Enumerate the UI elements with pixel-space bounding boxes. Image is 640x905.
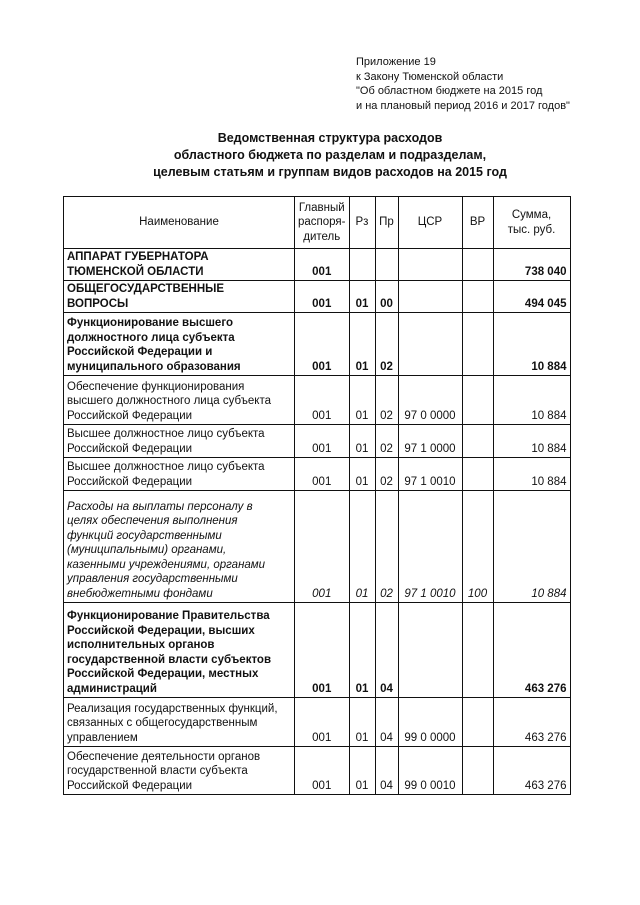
cell-sum: 463 276 — [493, 698, 570, 747]
cell-name-line: государственной власти субъекта — [67, 765, 248, 777]
cell-rz: 01 — [349, 425, 375, 458]
appendix-line: "Об областном бюджете на 2015 год — [356, 85, 543, 97]
cell-pr: 02 — [375, 425, 398, 458]
cell-vr — [462, 698, 493, 747]
cell-vr — [462, 376, 493, 425]
table-row — [64, 698, 571, 747]
cell-csr: 97 1 0010 — [398, 491, 462, 603]
cell-name — [64, 747, 295, 795]
table-row — [64, 281, 571, 313]
cell-name-line: Российской Федерации и — [67, 346, 213, 358]
cell-name-line: Российской Федерации, местных — [67, 668, 259, 680]
cell-sum: 10 884 — [493, 376, 570, 425]
cell-name-line: муниципального образования — [67, 360, 241, 373]
cell-pr: 02 — [375, 313, 398, 376]
header-pr: Пр — [375, 197, 398, 249]
header-admin-line: дитель — [303, 230, 341, 243]
cell-pr: 04 — [375, 698, 398, 747]
cell-vr — [462, 458, 493, 491]
cell-name-line: Функционирование Правительства — [67, 610, 270, 622]
cell-sum: 463 276 — [493, 603, 570, 698]
cell-csr — [398, 281, 462, 313]
cell-name-line: (муниципальными) органами, — [67, 544, 227, 556]
cell-admin: 001 — [295, 458, 350, 491]
cell-name-line: ТЮМЕНСКОЙ ОБЛАСТИ — [67, 265, 204, 278]
cell-pr: 02 — [375, 458, 398, 491]
table-row — [64, 249, 571, 281]
cell-pr: 04 — [375, 747, 398, 795]
cell-admin: 001 — [295, 698, 350, 747]
cell-name — [64, 698, 295, 747]
cell-name-line: Высшее должностное лицо субъекта — [67, 461, 265, 473]
cell-admin: 001 — [295, 425, 350, 458]
appendix-line: Приложение 19 — [356, 56, 436, 68]
cell-name-line: связанных с общегосударственным — [67, 717, 258, 729]
table-row — [64, 747, 571, 795]
header-sum-line: Сумма, — [511, 209, 552, 221]
header-admin-line: Главный — [298, 201, 345, 214]
header-vr: ВР — [462, 197, 493, 249]
cell-name-line: исполнительных органов — [67, 639, 215, 651]
cell-rz: 01 — [349, 603, 375, 698]
cell-vr — [462, 281, 493, 313]
cell-name-line: должностного лица субъекта — [67, 331, 235, 344]
cell-name-line: Российской Федерации — [67, 409, 193, 422]
cell-name-line: Высшее должностное лицо субъекта — [67, 428, 265, 440]
cell-admin: 001 — [295, 603, 350, 698]
cell-name-line: управления государственными — [67, 573, 238, 585]
table-row — [64, 313, 571, 376]
cell-pr: 02 — [375, 376, 398, 425]
table-row — [64, 425, 571, 458]
budget-table — [63, 196, 571, 795]
cell-admin: 001 — [295, 281, 350, 313]
cell-csr: 99 0 0000 — [398, 698, 462, 747]
cell-name-line: ОБЩЕГОСУДАРСТВЕННЫЕ — [67, 283, 225, 295]
cell-pr: 04 — [375, 603, 398, 698]
cell-rz: 01 — [349, 281, 375, 313]
cell-rz — [349, 249, 375, 281]
cell-name-line: Обеспечение функционирования — [67, 380, 245, 393]
cell-name — [64, 458, 295, 491]
cell-vr — [462, 249, 493, 281]
cell-admin: 001 — [295, 747, 350, 795]
table-row — [64, 376, 571, 425]
cell-csr: 99 0 0010 — [398, 747, 462, 795]
cell-name — [64, 491, 295, 603]
header-sum — [493, 197, 570, 249]
appendix-line: к Закону Тюменской области — [356, 70, 504, 83]
table-body — [64, 249, 571, 795]
cell-csr — [398, 313, 462, 376]
cell-csr: 97 0 0000 — [398, 376, 462, 425]
cell-pr — [375, 249, 398, 281]
cell-admin: 001 — [295, 249, 350, 281]
header-rz: Рз — [349, 197, 375, 249]
cell-name-line: АППАРАТ ГУБЕРНАТОРА — [67, 251, 209, 263]
cell-pr: 00 — [375, 281, 398, 313]
cell-name-line: Функционирование высшего — [67, 317, 233, 329]
title-line: целевым статьям и группам видов расходов на 2015 год — [153, 165, 507, 179]
table-row — [64, 458, 571, 491]
table-row — [64, 603, 571, 698]
cell-csr — [398, 603, 462, 698]
cell-vr: 100 — [462, 491, 493, 603]
cell-name-line: внебюджетными фондами — [67, 587, 213, 600]
cell-name-line: Реализация государственных функций, — [67, 702, 278, 715]
cell-name-line: Российской Федерации — [67, 779, 193, 792]
cell-name — [64, 281, 295, 313]
cell-name-line: Российской Федерации — [67, 475, 193, 488]
cell-vr — [462, 313, 493, 376]
cell-name — [64, 603, 295, 698]
cell-sum: 10 884 — [493, 313, 570, 376]
cell-vr — [462, 425, 493, 458]
cell-name-line: управлением — [67, 731, 138, 744]
cell-rz: 01 — [349, 458, 375, 491]
title-line: областного бюджета по разделам и подразделам, — [173, 148, 487, 162]
cell-name — [64, 425, 295, 458]
cell-pr: 02 — [375, 491, 398, 603]
appendix-note — [356, 55, 570, 113]
cell-rz: 01 — [349, 376, 375, 425]
cell-sum: 738 040 — [493, 249, 570, 281]
header-admin-line: распоря- — [298, 216, 346, 229]
cell-name — [64, 376, 295, 425]
header-csr: ЦСР — [398, 197, 462, 249]
header-sum-line: тыс. руб. — [507, 223, 556, 236]
document-title — [120, 130, 540, 181]
cell-name — [64, 313, 295, 376]
cell-name-line: функций государственными — [67, 529, 222, 542]
cell-rz: 01 — [349, 747, 375, 795]
table-row — [64, 491, 571, 603]
cell-rz: 01 — [349, 313, 375, 376]
title-line: Ведомственная структура расходов — [217, 131, 443, 145]
cell-name-line: администраций — [67, 682, 157, 695]
cell-name-line: целях обеспечения выполнения — [67, 515, 238, 527]
cell-csr: 97 1 0010 — [398, 458, 462, 491]
cell-name-line: Обеспечение деятельности органов — [67, 750, 261, 763]
cell-name-line: высшего должностного лица субъекта — [67, 395, 272, 407]
cell-sum: 463 276 — [493, 747, 570, 795]
cell-vr — [462, 603, 493, 698]
cell-csr — [398, 249, 462, 281]
cell-name — [64, 249, 295, 281]
header-name: Наименование — [64, 197, 295, 249]
cell-admin: 001 — [295, 313, 350, 376]
cell-rz: 01 — [349, 491, 375, 603]
cell-name-line: казенными учреждениями, органами — [67, 558, 266, 571]
cell-name-line: Расходы на выплаты персоналу в — [67, 500, 253, 513]
cell-name-line: Российской Федерации, высших — [67, 624, 255, 637]
cell-vr — [462, 747, 493, 795]
cell-sum: 10 884 — [493, 491, 570, 603]
cell-sum: 10 884 — [493, 425, 570, 458]
cell-sum: 494 045 — [493, 281, 570, 313]
cell-name-line: Российской Федерации — [67, 442, 193, 455]
cell-rz: 01 — [349, 698, 375, 747]
cell-csr: 97 1 0000 — [398, 425, 462, 458]
cell-sum: 10 884 — [493, 458, 570, 491]
cell-name-line: ВОПРОСЫ — [67, 297, 129, 310]
table-header-row — [64, 197, 571, 249]
header-admin — [295, 197, 350, 249]
cell-admin: 001 — [295, 376, 350, 425]
cell-name-line: государственной власти субъектов — [67, 653, 272, 666]
appendix-line: и на плановый период 2016 и 2017 годов" — [356, 99, 570, 112]
cell-admin: 001 — [295, 491, 350, 603]
